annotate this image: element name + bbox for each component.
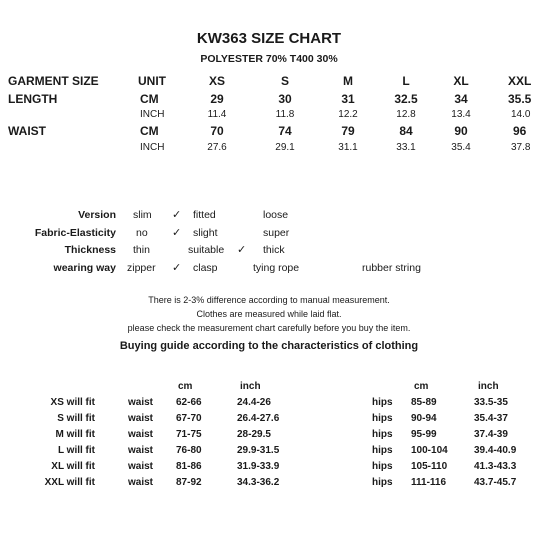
checkmark-icon: ✓ <box>172 209 182 221</box>
guide-hips-inch: 35.4-37 <box>474 413 508 424</box>
length-cm-xxl: 35.5 <box>508 92 532 106</box>
guide-waist-label: waist <box>128 461 154 472</box>
guide-waist-cm: 62-66 <box>176 397 202 408</box>
guide-waist-inch: 26.4-27.6 <box>237 413 280 424</box>
attr-option: rubber string <box>362 262 421 274</box>
length-cm-l: 32.5 <box>394 92 418 106</box>
length-inch-l: 12.8 <box>396 109 416 120</box>
guide-cm-header: cm <box>414 381 429 392</box>
guide-waist-inch: 24.4-26 <box>237 397 271 408</box>
guide-row-label: XL will fit <box>51 461 95 472</box>
size-header-xs: XS <box>208 74 225 88</box>
attr-label-thickness: Thickness <box>64 244 116 256</box>
waist-cm-s: 74 <box>278 124 292 138</box>
chart-title: KW363 SIZE CHART <box>196 30 342 47</box>
guide-waist-inch: 28-29.5 <box>237 429 271 440</box>
checkmark-icon: ✓ <box>237 244 247 256</box>
guide-waist-label: waist <box>128 445 154 456</box>
attr-option: tying rope <box>253 262 300 274</box>
waist-inch-l: 33.1 <box>396 142 416 153</box>
attr-option-checked: fitted <box>193 209 216 221</box>
length-cm-m: 31 <box>341 92 355 106</box>
length-inch-xs: 11.4 <box>207 109 227 120</box>
attr-option-checked: thick <box>263 244 285 256</box>
guide-waist-cm: 67-70 <box>176 413 202 424</box>
guide-hips-cm: 100-104 <box>411 445 448 456</box>
note-line: There is 2-3% difference according to manual measurement. <box>148 295 390 305</box>
guide-row-label: XS will fit <box>50 397 95 408</box>
guide-waist-cm: 71-75 <box>176 429 202 440</box>
guide-hips-inch: 39.4-40.9 <box>474 445 517 456</box>
guide-cm-header: cm <box>178 381 193 392</box>
row-label-waist: WAIST <box>8 124 46 138</box>
length-cm-xl: 34 <box>454 92 468 106</box>
note-line: Clothes are measured while laid flat. <box>196 309 342 319</box>
guide-row-label: XXL will fit <box>44 477 95 488</box>
guide-waist-cm: 76-80 <box>176 445 202 456</box>
attr-option-checked: clasp <box>193 262 218 274</box>
unit-inch: INCH <box>140 109 165 120</box>
guide-row-label: M will fit <box>55 429 95 440</box>
guide-row-label: S will fit <box>57 413 95 424</box>
guide-waist-inch: 29.9-31.5 <box>237 445 280 456</box>
guide-hips-inch: 37.4-39 <box>474 429 508 440</box>
length-cm-s: 30 <box>278 92 292 106</box>
unit-inch: INCH <box>140 142 165 153</box>
guide-hips-cm: 90-94 <box>411 413 437 424</box>
waist-inch-xl: 35.4 <box>451 142 471 153</box>
guide-waist-label: waist <box>128 477 154 488</box>
waist-inch-xxl: 37.8 <box>511 142 531 153</box>
guide-hips-cm: 105-110 <box>411 461 448 472</box>
waist-cm-xs: 70 <box>210 124 224 138</box>
guide-hips-label: hips <box>372 461 393 472</box>
garment-size-header: GARMENT SIZE <box>8 74 99 88</box>
waist-cm-xl: 90 <box>454 124 468 138</box>
attr-option: slim <box>133 209 152 221</box>
guide-hips-label: hips <box>372 429 393 440</box>
attr-label-fabric-elasticity: Fabric-Elasticity <box>34 227 116 239</box>
length-cm-xs: 29 <box>210 92 224 106</box>
guide-waist-inch: 34.3-36.2 <box>237 477 280 488</box>
attr-option: thin <box>133 244 150 256</box>
guide-inch-header: inch <box>478 381 499 392</box>
row-label-length: LENGTH <box>8 92 58 106</box>
length-inch-s: 11.8 <box>275 109 295 120</box>
guide-waist-label: waist <box>128 429 154 440</box>
waist-cm-xxl: 96 <box>513 124 527 138</box>
attr-option: no <box>136 227 148 239</box>
waist-inch-s: 29.1 <box>275 142 295 153</box>
note-line: please check the measurement chart carefully before you buy the item. <box>127 323 411 333</box>
waist-inch-xs: 27.6 <box>207 142 227 153</box>
guide-inch-header: inch <box>240 381 261 392</box>
guide-hips-inch: 41.3-43.3 <box>474 461 517 472</box>
waist-cm-l: 84 <box>399 124 413 138</box>
size-header-l: L <box>402 74 410 88</box>
unit-cm: CM <box>140 124 159 138</box>
attr-label-wearing-way: wearing way <box>53 262 116 274</box>
guide-hips-label: hips <box>372 445 393 456</box>
size-header-s: S <box>280 74 289 88</box>
attr-option: suitable <box>188 244 225 256</box>
length-inch-xxl: 14.0 <box>511 109 531 120</box>
guide-hips-cm: 95-99 <box>411 429 437 440</box>
guide-row-label: L will fit <box>57 445 95 456</box>
length-inch-xl: 13.4 <box>451 109 471 120</box>
guide-waist-inch: 31.9-33.9 <box>237 461 280 472</box>
attr-option: loose <box>263 209 289 221</box>
fabric-composition: POLYESTER 70% T400 30% <box>200 53 338 65</box>
guide-hips-label: hips <box>372 397 393 408</box>
checkmark-icon: ✓ <box>172 262 182 274</box>
guide-hips-label: hips <box>372 477 393 488</box>
attr-option-checked: slight <box>193 227 218 239</box>
attr-label-version: Version <box>78 209 116 221</box>
guide-hips-inch: 43.7-45.7 <box>474 477 517 488</box>
unit-header: UNIT <box>138 74 166 88</box>
guide-waist-label: waist <box>128 413 154 424</box>
attr-option: zipper <box>127 262 156 274</box>
waist-inch-m: 31.1 <box>338 142 358 153</box>
guide-hips-cm: 111-116 <box>411 477 447 488</box>
unit-cm: CM <box>140 92 159 106</box>
guide-waist-cm: 87-92 <box>176 477 202 488</box>
checkmark-icon: ✓ <box>172 227 182 239</box>
guide-waist-cm: 81-86 <box>176 461 202 472</box>
size-header-xxl: XXL <box>508 74 532 88</box>
size-header-m: M <box>343 74 353 88</box>
guide-hips-label: hips <box>372 413 393 424</box>
size-header-xl: XL <box>453 74 469 88</box>
length-inch-m: 12.2 <box>338 109 358 120</box>
guide-hips-cm: 85-89 <box>411 397 437 408</box>
waist-cm-m: 79 <box>341 124 355 138</box>
guide-hips-inch: 33.5-35 <box>474 397 508 408</box>
buying-guide-title: Buying guide according to the characteristics of clothing <box>119 340 419 352</box>
guide-waist-label: waist <box>128 397 154 408</box>
attr-option: super <box>263 227 290 239</box>
